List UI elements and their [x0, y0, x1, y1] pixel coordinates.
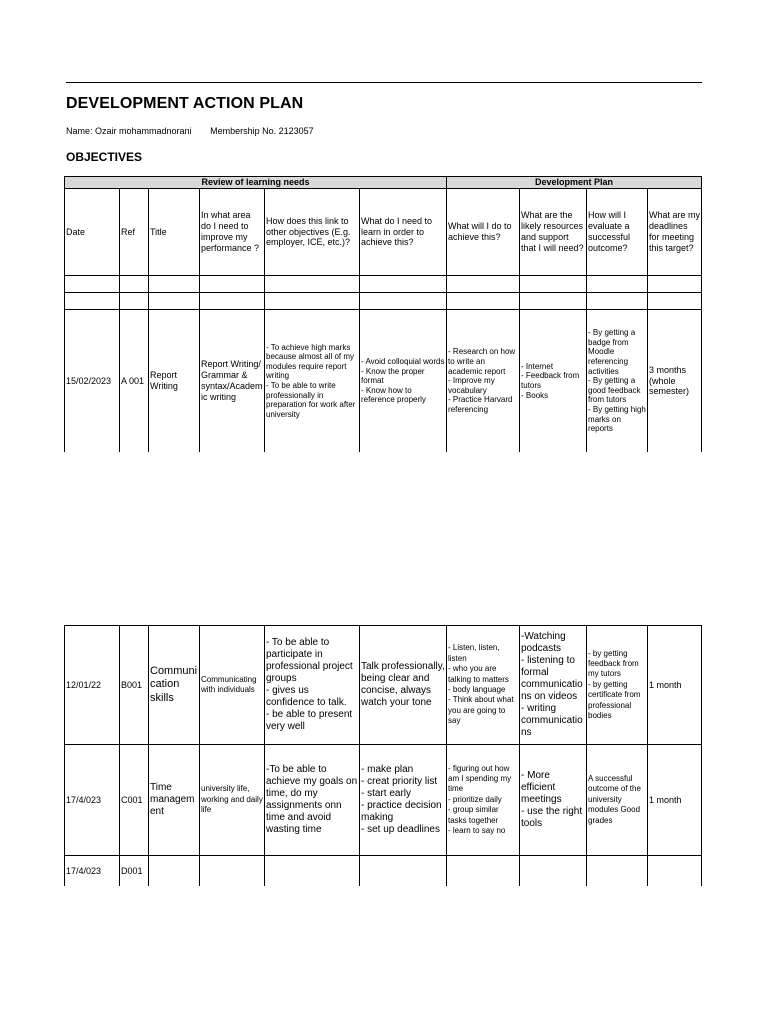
document-title: DEVELOPMENT ACTION PLAN [66, 95, 304, 112]
table-row [65, 745, 702, 856]
cell-date: 12/01/22 [65, 626, 120, 745]
cell-deadline: 3 months (whole semester) [648, 310, 702, 453]
cell-evaluate: - By getting a badge from Moodle referencing activities - By getting a good feedback from tutors - By getting high marks on reports [587, 310, 648, 453]
top-rule [66, 82, 702, 83]
section-heading: OBJECTIVES [66, 150, 143, 164]
table-row [65, 626, 702, 745]
cell-title: Report Writing [149, 310, 200, 453]
col-header-link: How does this link to other objectives (E.g. employer, ICE, etc.)? [265, 189, 360, 276]
cell-deadline: 1 month [648, 745, 702, 856]
cell-evaluate: A successful outcome of the university modules Good grades [587, 745, 648, 856]
table-row [65, 856, 702, 887]
col-header-title: Title [149, 189, 200, 276]
cell-date: 17/4/023 [65, 745, 120, 856]
cell-area: Communicating with individuals [200, 626, 265, 745]
cell-ref: D001 [120, 856, 149, 887]
cell-title: Communication skills [149, 626, 200, 745]
name-field: Name: Ozair mohammadnorani [66, 126, 192, 136]
col-header-ref: Ref [120, 189, 149, 276]
empty-row [65, 293, 702, 310]
cell-learn: Talk professionally, being clear and concise, always watch your tone [360, 626, 447, 745]
cell-evaluate: - by getting feedback from my tutors - by getting certificate from professional bodies [587, 626, 648, 745]
cell-learn: - Avoid colloquial words - Know the proper format - Know how to reference properly [360, 310, 447, 453]
meta-line [66, 126, 314, 136]
cell-link: - To achieve high marks because almost all of my modules require report writing - To be able to write professionally in preparation for work after university [265, 310, 360, 453]
col-header-area: In what area do I need to improve my performance ? [200, 189, 265, 276]
cell-link: -To be able to achieve my goals on time, do my assignments onn time and avoid wasting time [265, 745, 360, 856]
cell-deadline: 1 month [648, 626, 702, 745]
cell-resources: - Internet - Feedback from tutors - Books [520, 310, 587, 453]
objectives-table-top [64, 176, 702, 452]
membership-field: Membership No. 2123057 [210, 126, 314, 136]
table-row [65, 310, 702, 453]
cell-title: Time management [149, 745, 200, 856]
col-header-do: What will I do to achieve this? [447, 189, 520, 276]
cell-learn: - make plan - creat priority list - start early - practice decision making - set up deadlines [360, 745, 447, 856]
group-header-development: Development Plan [447, 177, 702, 189]
cell-do: - figuring out how am I spending my time - prioritize daily - group similar tasks together - learn to say no [447, 745, 520, 856]
cell-date: 17/4/023 [65, 856, 120, 887]
column-header-row [65, 189, 702, 276]
cell-resources: - More efficient meetings - use the right tools [520, 745, 587, 856]
group-header-review: Review of learning needs [65, 177, 447, 189]
objectives-table-bottom [64, 625, 702, 886]
empty-row [65, 276, 702, 293]
col-header-deadline: What are my deadlines for meeting this target? [648, 189, 702, 276]
col-header-resources: What are the likely resources and support that I will need? [520, 189, 587, 276]
cell-link: - To be able to participate in professional project groups - gives us confidence to talk. - be able to present very well [265, 626, 360, 745]
col-header-learn: What do I need to learn in order to achieve this? [360, 189, 447, 276]
col-header-evaluate: How will I evaluate a successful outcome? [587, 189, 648, 276]
cell-do: - Research on how to write an academic report - Improve my vocabulary - Practice Harvard referencing [447, 310, 520, 453]
cell-ref: A 001 [120, 310, 149, 453]
cell-resources: -Watching podcasts - listening to formal communications on videos - writing communications [520, 626, 587, 745]
cell-area: university life, working and daily life [200, 745, 265, 856]
cell-area: Report Writing/ Grammar & syntax/Academic writing [200, 310, 265, 453]
cell-ref: C001 [120, 745, 149, 856]
col-header-date: Date [65, 189, 120, 276]
cell-ref: B001 [120, 626, 149, 745]
cell-do: - Listen, listen, listen - who you are talking to matters - body language - Think about what you are going to say [447, 626, 520, 745]
cell-date: 15/02/2023 [65, 310, 120, 453]
group-header-row [65, 177, 702, 189]
